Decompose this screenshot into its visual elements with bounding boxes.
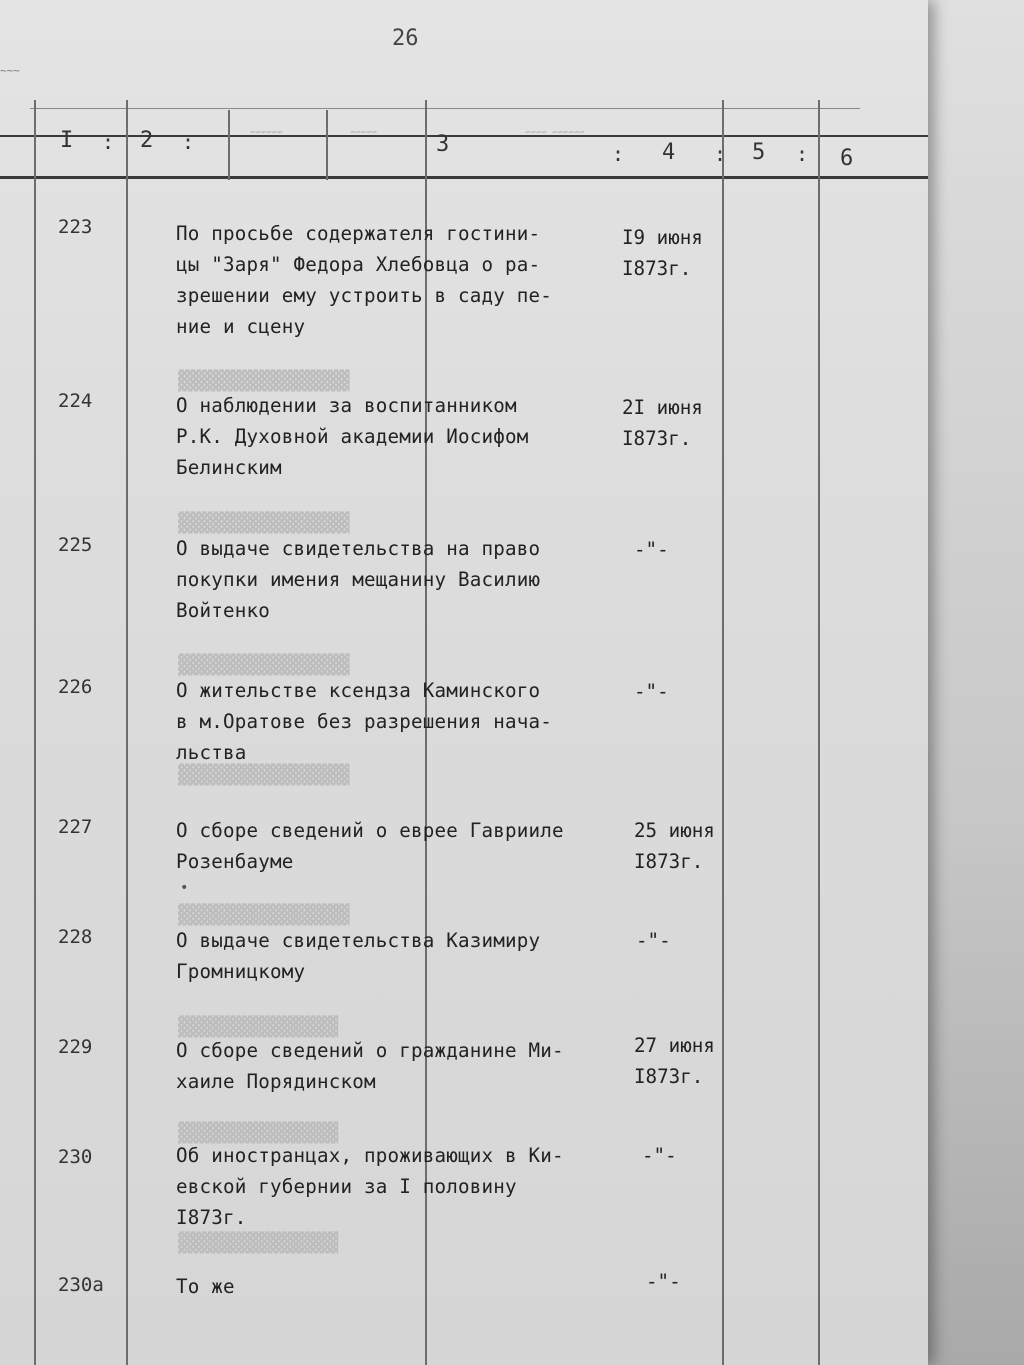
bleed-through-mark: ▓▓▓▓▓▓▓▓▓▓▓▓▓▓ (178, 1016, 339, 1038)
row-description: О выдаче свидетельства на право покупки имения мещанину Василию Войтенко (176, 537, 541, 622)
row-date: -"- (634, 680, 669, 703)
column-number-3: 3 (436, 132, 450, 157)
bleed-through-mark: ▓▓▓▓▓▓▓▓▓▓▓▓▓▓▓ (178, 764, 350, 786)
bleed-through-mark: ▓▓▓▓▓▓▓▓▓▓▓▓▓▓▓ (178, 654, 350, 676)
bleed-through-mark: ▓▓▓▓▓▓▓▓▓▓▓▓▓▓ (178, 1232, 339, 1254)
row-number: 230 (58, 1146, 93, 1168)
row-number: 230а (58, 1274, 104, 1296)
row-date: -"- (636, 929, 671, 952)
row-date: 27 июня I873г. (634, 1034, 715, 1088)
row-date: 2I июня I873г. (622, 396, 703, 450)
row-number: 224 (58, 390, 93, 412)
row-date: I9 июня I873г. (622, 226, 703, 280)
column-divider (34, 100, 36, 1365)
column-number-4: 4 (662, 140, 676, 165)
bleed-through-mark: ▓▓▓▓▓▓▓▓▓▓▓▓▓▓ (178, 1122, 339, 1144)
row-description: Об иностранцах, проживающих в Ки- евской губернии за I половину I873г. (176, 1144, 564, 1229)
corner-mark: ~~~ (0, 64, 20, 77)
row-description: О выдаче свидетельства Казимиру Громницкому (176, 929, 541, 983)
row-date: -"- (642, 1144, 677, 1167)
bleed-through-mark: ~~~~~~ (250, 126, 283, 136)
column-separator: : (714, 142, 727, 166)
row-number: 223 (58, 216, 93, 238)
row-number: 225 (58, 534, 93, 556)
row-description: По просьбе содержателя гостини- цы "Заря" Федора Хлебовца о ра- зрешении ему устроить в саду пе- ние и сцену (176, 222, 553, 338)
row-date: 25 июня I873г. (634, 819, 715, 873)
bleed-through-mark: ▓▓▓▓▓▓▓▓▓▓▓▓▓▓▓ (178, 512, 350, 534)
row-number: 229 (58, 1036, 93, 1058)
bleed-through-mark: ▓▓▓▓▓▓▓▓▓▓▓▓▓▓▓ (178, 904, 350, 926)
row-description: О сборе сведений о еврее Гавриилe Розенбауме (176, 819, 564, 873)
column-divider (722, 100, 724, 1365)
column-separator: : (182, 130, 195, 154)
row-description: О жительстве ксендза Каминского в м.Оратове без разрешения нача- льства (176, 679, 553, 764)
header-top-rule (30, 108, 860, 109)
header-rule-lower (0, 176, 928, 179)
column-number-2: 2 (140, 128, 154, 153)
bleed-through-mark: ▓▓▓▓▓▓▓▓▓▓▓▓▓▓▓ (178, 370, 350, 392)
background-surface (928, 0, 1024, 1365)
column-separator: : (612, 142, 625, 166)
column-separator: : (102, 130, 115, 154)
row-number: 226 (58, 676, 93, 698)
column-divider (818, 100, 820, 1365)
row-number: 228 (58, 926, 93, 948)
column-divider (326, 110, 328, 180)
row-date: -"- (634, 538, 669, 561)
row-date: -"- (646, 1270, 681, 1293)
row-number: 227 (58, 816, 93, 838)
column-number-6: 6 (840, 146, 854, 171)
column-divider (126, 100, 128, 1365)
column-number-5: 5 (752, 140, 766, 165)
row-description: О сборе сведений о гражданине Ми- хаиле Порядинском (176, 1039, 564, 1093)
stray-mark: • (180, 880, 189, 896)
row-description: То же (176, 1275, 235, 1298)
column-divider (228, 110, 230, 180)
bleed-through-mark: ~~~~~ (350, 126, 378, 136)
page-number: 26 (392, 26, 419, 51)
bleed-through-mark: ~~~~ ~~~~~~ (525, 126, 585, 136)
column-number-1: I (60, 128, 74, 153)
column-separator: : (796, 142, 809, 166)
row-description: О наблюдении за воспитанником Р.К. Духовной академии Иосифом Белинским (176, 394, 529, 479)
